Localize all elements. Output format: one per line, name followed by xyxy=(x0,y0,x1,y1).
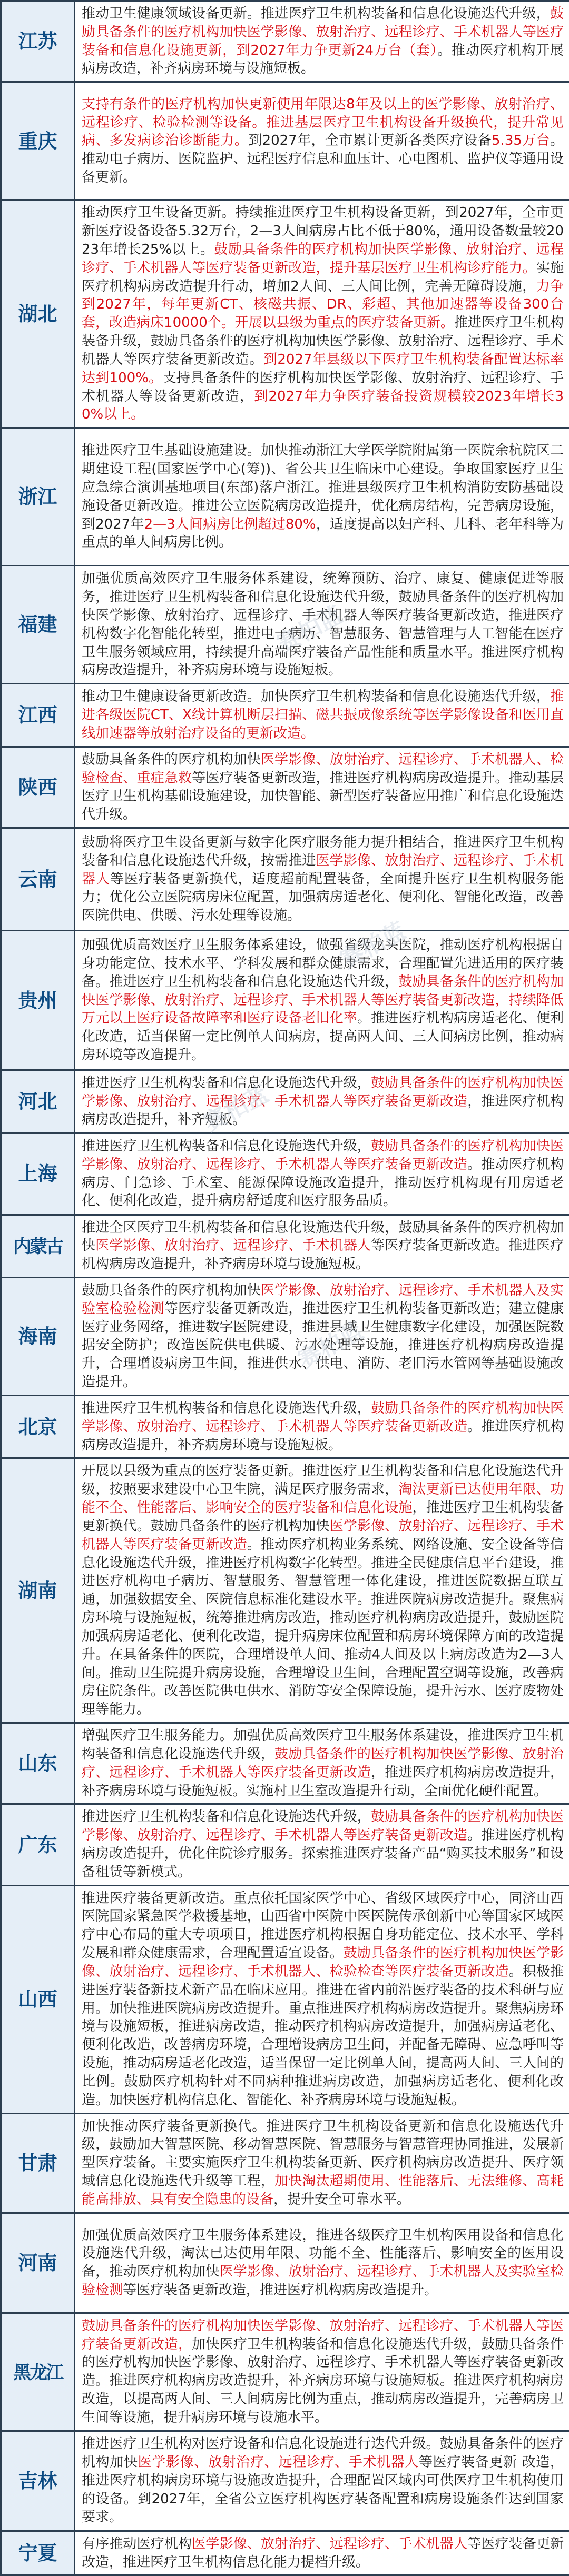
policy-row xyxy=(1,1,569,82)
province-name: 重庆 xyxy=(18,130,57,153)
body-text: 等医疗装备更新改造，推进医疗机构病房改造提升。 xyxy=(192,770,508,786)
highlighted-text: 医学影像、放射治疗、远程诊疗、手术机器人 xyxy=(138,2454,419,2470)
policy-row xyxy=(1,1458,569,1723)
province-cell xyxy=(1,2213,75,2313)
policy-text-cell xyxy=(75,828,569,931)
province-name: 甘肃 xyxy=(18,2152,57,2174)
province-name: 宁夏 xyxy=(18,2542,57,2564)
body-text: 。推进医疗机构病房改造提升，补齐病房环境与设施短板。 xyxy=(82,1419,564,1453)
body-text: 推进全区医疗卫生机构装备和信息化设施迭代升级，鼓励具备条件的医疗机构加快 xyxy=(82,1220,564,1254)
body-text: 等医疗装备更新改造，推进医疗机构病房改造提升。 xyxy=(123,2282,438,2298)
policy-text-cell xyxy=(75,82,569,200)
province-name: 广东 xyxy=(18,1834,57,1856)
highlighted-text: 加快淘汰超期使用、性能落后、无法维修、高耗能高排放、具有安全隐患的设备 xyxy=(82,2173,564,2207)
body-text: 推动基层医疗卫生机构基础设施建设，加快智能、新型医疗装备应用推广和信息化设施迭代升级。 xyxy=(82,770,564,823)
policy-text-cell xyxy=(75,1458,569,1723)
province-cell xyxy=(1,1395,75,1458)
province-cell xyxy=(1,1,75,82)
province-cell xyxy=(1,1885,75,2113)
body-text: 。推动医疗机构业务系统、网络设施、安全设备等信息化设施迭代升级，推进医疗机构数字化转型。推进全民健康信息平台建设，推进医疗机构电子病历、智慧服务、智慧管理一体化建设，推进医院数据互联互通，加强数据安全、医院信息标准化建设水平。推进医院病房改造提升。聚焦病房环境与设施短板，统筹推进病房改造，推动医疗机构病房改造提升，鼓励医院加强病房适老化、便利化改造，提升病房床位配置和病房环境保障方面的改造提升。在具备条件的医院，合理增设单人间、推动4人间及以上病房改造为2—3人间。推动卫生院提升病房设施，合理增设卫生间，合理配置空调等设施，改善病房住院条件。改善医院供电供水、消防等安全保障设施，提升污水、医疗废物处理等能力。 xyxy=(82,1537,564,1717)
province-cell xyxy=(1,1070,75,1133)
policy-text-cell xyxy=(75,428,569,566)
policy-text-cell xyxy=(75,747,569,828)
policy-table-body xyxy=(1,1,569,2575)
highlighted-text: 鼓励具备条件的医疗机构加快医学影像、放射治疗、远程诊疗、手术机器人等医疗装备更新改造 xyxy=(82,1400,564,1435)
province-name: 云南 xyxy=(18,868,57,891)
province-name: 江西 xyxy=(18,704,57,727)
body-text: 推进医疗卫生机构装备和信息化设施迭代升级， xyxy=(82,1138,371,1154)
body-text: 加强优质高效医疗卫生服务体系建设，做强省级龙头医院，推动医疗机构根据自身功能定位、技术水平、学科发展和群众健康需求，合理配置先进适用的医疗装备。推进医疗卫生机构装备和信息化设施迭代升级， xyxy=(82,937,564,990)
highlighted-text: 医学影像、放射治疗、远程诊疗、手术机器人 xyxy=(95,1238,371,1254)
highlighted-text: 鼓励具备条件的医疗机构加快医学影像、放射治疗、远程诊疗、手术机器人等医疗装备更新改造 xyxy=(82,1746,564,1781)
body-text: 鼓励具备条件的医疗机构加快 xyxy=(82,1282,261,1298)
body-text: 等医疗装备更新 改造，推进医疗机构病房环境与设施改造提升，合理配置区域内可供医疗卫生机构使用的设备。到2027年，全省公立医疗机构医疗装备配置和病房设施条件达到国家要求。 xyxy=(82,2454,564,2525)
policy-text-cell xyxy=(75,1,569,82)
body-text: 鼓励具备条件的医疗机构加快 xyxy=(82,752,261,768)
province-cell xyxy=(1,1804,75,1885)
watermark-text: 赛柏蓝 xyxy=(270,596,348,659)
policy-row xyxy=(1,1133,569,1215)
province-name: 湖北 xyxy=(18,303,57,325)
body-text: 增强医疗卫生服务能力。加强优质高效医疗卫生服务体系建设，推进医疗卫生机构装备和信息化设施迭代升级， xyxy=(82,1728,564,1762)
policy-text-cell xyxy=(75,2213,569,2313)
policy-row xyxy=(1,566,569,684)
highlighted-text: 鼓励具备条件的医疗机构加快医学影像、放射治疗、远程诊疗、手术机器人等医疗装备更新改造，持续降低万元以上医疗设备故障率和医疗设备老旧化率 xyxy=(82,974,564,1027)
policy-text-cell xyxy=(75,200,569,428)
body-text: ，推进医疗机构病房改造提升，补齐短板。 xyxy=(82,1093,564,1128)
province-name: 山西 xyxy=(18,1988,57,2011)
province-cell xyxy=(1,828,75,931)
province-cell xyxy=(1,1723,75,1804)
highlighted-text: 医学影像、放射治疗、远程诊疗、手术机器人及实验室检验检测 xyxy=(82,1282,564,1317)
highlighted-text: 医学影像、放射治疗、远程诊疗、手术机器人及实验室检验检测 xyxy=(82,2264,564,2298)
body-text: 等医疗装备更新换代，适度超前配置装备，全面提升医疗卫生机构服务能力；优化公立医院病房床位配置，加强病房适老化、便利化、智能化改造，改善医院供电、供暖、污水处理等设施。 xyxy=(82,871,564,924)
highlighted-text: 2—3人间病房比例超过80% xyxy=(144,516,316,532)
highlighted-text: 5.35万台 xyxy=(492,133,550,148)
body-text: ，推进医疗机构数字化智能化转型，推进电子病历、智慧服务、智慧管理与人工智能在医疗卫生服务领域应用，持续提升高端医疗装备产品性能和质量水平。推进医疗机构病房改造提升，补齐病房环境与设施短板。 xyxy=(82,608,564,678)
highlighted-text: 医学影像、放射治疗、远程诊疗、手术机器人等医疗装备更新改造 xyxy=(82,1518,564,1553)
province-name: 黑龙江 xyxy=(13,2363,62,2383)
province-name: 湖南 xyxy=(18,1579,57,1602)
policy-text-cell xyxy=(75,1215,569,1277)
highlighted-text: 淘汰更新已达使用年限、功能不全、性能落后、影响安全的医疗装备和信息化设施 xyxy=(82,1481,564,1516)
highlighted-text: 到2027年县级以下医疗卫生机构装备配置达标率达到100%。 xyxy=(82,352,564,386)
province-cell xyxy=(1,684,75,747)
body-text: 等医疗装备更新改造，推进医疗卫生机构信息化能力提档升级。 xyxy=(82,2536,564,2570)
highlighted-text: 鼓励具备条件的医疗机构加快医学影像、放射治疗、远程诊疗、手术机器人、检验检查等医疗装备更新改造 xyxy=(82,1945,564,1980)
body-text: 推动卫生健康设备更新改造。加快医疗卫生机构装备和信息化设施迭代升级， xyxy=(82,689,550,704)
province-name: 贵州 xyxy=(18,989,57,1012)
policy-row xyxy=(1,1723,569,1804)
province-cell xyxy=(1,1277,75,1395)
policy-text-cell xyxy=(75,931,569,1070)
body-text: 加强优质高效医疗卫生服务体系建设，推进各级医疗卫生机构医用设备和信息化设施迭代升级，淘汰已达使用年限、功能不全、性能落后、影响安全的医用设备，推动医疗机构加快 xyxy=(82,2227,564,2280)
policy-row xyxy=(1,747,569,828)
province-cell xyxy=(1,200,75,428)
body-text: 推进医疗卫生机构装备和信息化设施迭代升级， xyxy=(82,1809,371,1825)
highlighted-text: 医学影像、放射治疗、远程诊疗、手术机器人、检验检查、重症急救 xyxy=(82,752,564,786)
body-text: 到2027年，全市累计更新各类医疗设备 xyxy=(248,133,492,148)
policy-text-cell xyxy=(75,1070,569,1133)
policy-row xyxy=(1,1804,569,1885)
body-text: 。积极推进医疗装备新技术新产品在临床应用。推进在省内前沿医疗装备的技术科研与应用。加快推进医院病房改造提升。重点推进医疗机构病房改造提升。聚焦病房环境与设施短板，推进病房改造，推动医疗机构病房改造提升，加强病房适老化、便利化改造，改善病房环境，合理增设病房卫生间，并配备无障碍、应急呼叫等设施，推动病房适老化改造，适当保留一定比例单人间，提高两人间、三人间的比例。鼓励医疗机构针对不同病种推进病房改造，加强病房适老化、便利化改造。加快医疗机构信息化、智能化、补齐病房环境与设施短板。 xyxy=(82,1964,564,2108)
highlighted-text: 推进各级医院CT、X线计算机断层扫描、磁共振成像系统等医学影像设备和医用直线加速器等放射治疗设备的更新改造。 xyxy=(82,689,564,741)
body-text: 支持具备条件的医疗机构加快医学影像、放射治疗、远程诊疗、手术机器人等设备更新改造， xyxy=(82,370,564,404)
body-text: 加快推动医疗装备更新换代。推进医疗卫生机构设备更新和信息化设施迭代升级，鼓励加大智慧医院、移动智慧医院、智慧服务与智慧管理协同推进，发展新型医疗装备。 xyxy=(82,2119,564,2171)
province-cell xyxy=(1,1133,75,1215)
province-name: 上海 xyxy=(18,1162,57,1185)
province-name: 江苏 xyxy=(18,30,57,53)
body-text: 鼓励将医疗卫生设备更新与数字化医疗服务能力提升相结合，推进医疗卫生机构装备和信息化设施迭代升级，按需推进 xyxy=(82,834,564,869)
body-text: 开展以县级为重点的医疗装备更新。推进医疗卫生机构装备和信息化设施迭代升级，按照要求建设中心卫生院，满足医疗服务需求， xyxy=(82,1463,564,1497)
province-cell xyxy=(1,1458,75,1723)
highlighted-text: 到2027年力争医疗装备投资规模较2023年增长30%以上。 xyxy=(82,389,564,423)
policy-row xyxy=(1,1070,569,1133)
body-text: 推进医疗机构病房改造提升，补齐病房环境与设施短板。推进医疗机构病房改造，以提高两人间、三人间病房比例为重点，推动病房改造提升，完善病房卫生间等设施，提升病房环境与设施水平。 xyxy=(82,2373,564,2425)
body-text: 。推动电子病历、医院监护、远程医疗信息和血压计、心电图机、监护仪等通用设备更新。 xyxy=(82,133,564,185)
policy-text-cell xyxy=(75,1723,569,1804)
policy-row xyxy=(1,931,569,1070)
policy-text-cell xyxy=(75,684,569,747)
policy-row xyxy=(1,684,569,747)
province-name: 河北 xyxy=(18,1090,57,1113)
watermark-text: 赛柏蓝 xyxy=(291,1312,369,1375)
policy-row xyxy=(1,828,569,931)
highlighted-text: 医学影像、放射治疗、远程诊疗、手术机器人 xyxy=(192,2536,467,2552)
policy-row xyxy=(1,2213,569,2313)
policy-row xyxy=(1,2313,569,2431)
policy-row xyxy=(1,1885,569,2113)
province-name: 河南 xyxy=(18,2252,57,2274)
policy-text-cell xyxy=(75,1804,569,1885)
body-text: 主要实施医疗卫生机构装备更新、医疗机构病房改造提升、医疗领域信息化设施迭代升级等工程， xyxy=(82,2155,564,2189)
policy-text-cell xyxy=(75,2313,569,2431)
highlighted-text: 支持有条件的医疗机构加快更新使用年限达8年及以上的医学影像、放射治疗、远程诊疗、检验检测等设备。推进基层医疗卫生机构设备升级换代，提升常见病、多发病诊治诊断能力。 xyxy=(82,96,564,149)
province-cell xyxy=(1,931,75,1070)
policy-row xyxy=(1,2113,569,2213)
policy-row xyxy=(1,1277,569,1395)
province-cell xyxy=(1,82,75,200)
province-cell xyxy=(1,2113,75,2213)
policy-text-cell xyxy=(75,2531,569,2575)
policy-text-cell xyxy=(75,2113,569,2213)
body-text: 推进医疗卫生基础设施建设。加快推动浙江大学医学院附属第一医院余杭院区二期建设工程(国家医学中心(筹))、省公共卫生临床中心建设。争取国家医疗卫生应急综合演训基地项目(东部)落户浙江。推进县级医疗卫生机构消防安防基础设施设备更新改造。推进公立医院病房改造提升，优化病房结构，完善病房设施，到2027年 xyxy=(82,443,564,532)
province-cell xyxy=(1,2313,75,2431)
highlighted-text: 鼓励具备条件的医疗机构加快医学影像、放射治疗、远程诊疗、手术机器人等医疗装备更新改造 xyxy=(82,1809,564,1843)
highlighted-text: 鼓励具备条件的医疗机构加快医学影像、放射治疗、远程诊疗、手术机器人等医疗装备更新改造， xyxy=(82,2318,564,2352)
body-text: ，适度提高以妇产科、儿科、老年科等为重点的单人间病房比例。 xyxy=(82,516,564,551)
highlighted-text: 开展以县级为重点的医疗装备更新。 xyxy=(235,315,454,331)
policy-text-cell xyxy=(75,1277,569,1395)
highlighted-text: 鼓励具备条件的医疗机构加快医学影像、放射治疗、远程诊疗、手术机器人等医疗装备更新改造 xyxy=(82,1138,564,1172)
body-text: 推动卫生健康领域设备更新。推进医疗卫生机构装备和信息化设施迭代升级， xyxy=(82,6,550,22)
body-text: 推进医疗卫生机构对医疗设备和信息化设施进行迭代升级。鼓励具备条件的医疗机构加快 xyxy=(82,2436,564,2470)
body-text: 加强优质高效医疗卫生服务体系建设，统筹预防、治疗、康复、健康促进等服务，推进医疗卫生机构装备和信息化设施迭代升级，鼓励具备条件的医疗机构加快医学影像、放射治疗、远程诊疗、手术机器人等医疗装备更新改造 xyxy=(82,571,564,623)
body-text: 有序推动医疗机构 xyxy=(82,2536,192,2552)
province-name: 山东 xyxy=(18,1752,57,1775)
policy-row xyxy=(1,2531,569,2575)
policy-text-cell xyxy=(75,1395,569,1458)
highlighted-text: 力争到2027年，每年更新CT、核磁共振、DR、彩超、其他加速器等设备300台套，改造病床10000个。 xyxy=(82,279,564,331)
watermark-text: 赛柏蓝 xyxy=(333,912,411,974)
province-cell xyxy=(1,747,75,828)
province-name: 浙江 xyxy=(18,485,57,508)
province-name: 福建 xyxy=(18,613,57,636)
policy-text-cell xyxy=(75,2431,569,2531)
body-text: 推进医疗卫生机构装备和信息化设施迭代升级， xyxy=(82,1075,371,1091)
highlighted-text: 鼓励具备条件的医疗机构加快医学影像、放射治疗、远程诊疗、手术机器人等医疗装备更新改造，提升基层医疗卫生机构诊疗能力。 xyxy=(82,242,564,276)
body-text: 。推进医疗机构病房改造提升，优化住院诊疗服务。探索推进医疗装备产品“购买技术服务”和设备租赁等新模式。 xyxy=(82,1827,564,1880)
policy-text-cell xyxy=(75,566,569,684)
body-text: 加快医疗卫生机构装备和信息化设施迭代升级，鼓励具备条件的医疗机构加快医学影像、放射治疗、远程诊疗、手术机器人等医疗装备更新改造。 xyxy=(82,2336,564,2389)
policy-row xyxy=(1,2431,569,2531)
policy-row xyxy=(1,82,569,200)
body-text: 。推动医疗机构开展病房改造，补齐病房环境与设施短板。 xyxy=(82,43,564,77)
policy-text-cell xyxy=(75,1885,569,2113)
policy-row xyxy=(1,1215,569,1277)
province-name: 吉林 xyxy=(18,2470,57,2492)
province-cell xyxy=(1,566,75,684)
policy-text-cell xyxy=(75,1133,569,1215)
body-text: 等医疗装备更新改造。推进医疗机构病房改造提升，补齐病房环境与设施短板。 xyxy=(82,1238,564,1272)
body-text: 。推进医疗机构病房适老化、便利化改造，适当保留一定比例单人间病房，提高两人间、三人间病房比例，推动病房环境等改造提升。 xyxy=(82,1010,564,1063)
province-name: 内蒙古 xyxy=(13,1237,62,1257)
province-cell xyxy=(1,2431,75,2531)
body-text: 推进医疗装备更新改造。重点依托国家医学中心、省级区域医疗中心，同济山西医院国家紧急医学救援基地，山西省中医院中医医院传承创新中心等国家区域医疗中心布局的重大专项项目，推进医疗机构根据自身功能定位、技术水平、学科发展和群众健康需求，合理配置适宜设备。 xyxy=(82,1891,564,1961)
highlighted-text: 鼓励具备条件的医疗机构加快医学影像、放射治疗、远程诊疗、手术机器人等医疗装备更新改造 xyxy=(82,1075,564,1109)
watermark-text: 赛柏蓝 xyxy=(197,1076,274,1138)
body-text: ，推进医疗机构病房改造提升，补齐病房环境与设施短板。实施村卫生室改造提升行动，全面优化硬件配置。 xyxy=(82,1765,564,1799)
body-text: ，提升安全可靠水平。 xyxy=(273,2192,410,2207)
body-text: 推进医疗卫生机构装备和信息化设施迭代升级， xyxy=(82,1400,371,1416)
province-cell xyxy=(1,2531,75,2575)
body-text: ，推进医疗卫生机构装备更新换代。鼓励具备条件的医疗机构加快 xyxy=(82,1500,564,1534)
province-cell xyxy=(1,428,75,566)
highlighted-text: 医学影像、放射治疗、远程诊疗、手术机器人 xyxy=(82,853,564,887)
province-name: 北京 xyxy=(18,1416,57,1438)
policy-row xyxy=(1,428,569,566)
province-name: 陕西 xyxy=(18,776,57,799)
body-text: 等医疗装备更新改造，推进医疗卫生机构装备更新改造；建立健康医疗业务网络，推进数字医院建设，推进县域卫生健康数字化建设，加强医院数据安全防护；改造医院供电供暖、污水处理等设施，推进医疗机构病房改造提升，合理增设病房卫生间，推进供水、供电、消防、老旧污水管网等基础设施改造提升。 xyxy=(82,1301,564,1390)
body-text: 推进医疗卫生机构装备升级，鼓励具备条件的医疗机构加快医学影像、放射治疗、远程诊疗、手术机器人等医疗装备更新改造。 xyxy=(82,315,564,367)
province-name: 海南 xyxy=(18,1325,57,1348)
policy-row xyxy=(1,1395,569,1458)
highlighted-text: 鼓励具备条件的医疗机构加快医学影像、放射治疗、远程诊疗、手术机器人等医疗装备和信息化设施更新，到2027年力争更新24万台（套） xyxy=(82,6,564,58)
body-text: 。推动医疗机构病房、门急诊、手术室、能源保障设施改造提升，推动医疗机构现有用房适老化、便利化改造，提升病房舒适度和医疗服务品质。 xyxy=(82,1157,564,1209)
body-text: 推动医疗卫生设备更新。持续推进医疗卫生机构设备更新，到2027年，全市更新医疗设备设备5.32万台，2—3人间病房占比不低于80%，通用设备数量较2023年增长25%以上。 xyxy=(82,205,564,257)
province-cell xyxy=(1,1215,75,1277)
body-text: 实施医疗机构病房改造提升行动，增加2人间、三人间比例，完善无障碍设施， xyxy=(82,260,564,294)
policy-row xyxy=(1,200,569,428)
